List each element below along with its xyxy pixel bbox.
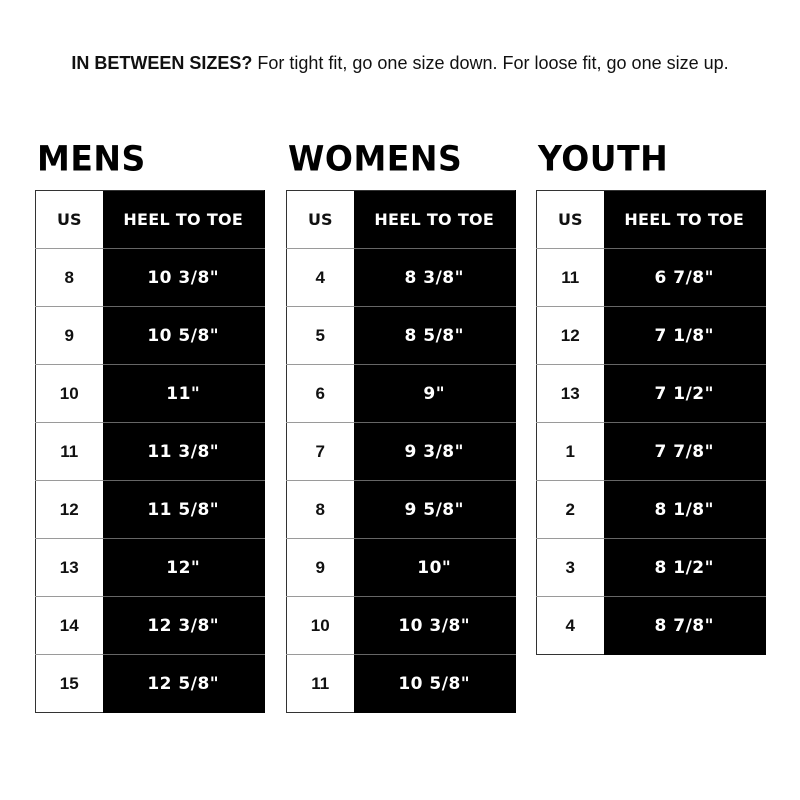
mens-size-table bbox=[35, 190, 265, 713]
us-size-cell: 8 bbox=[287, 481, 354, 539]
table-row bbox=[537, 307, 766, 365]
table-row bbox=[36, 481, 265, 539]
table-header-row bbox=[287, 191, 516, 249]
heel-to-toe-cell: 8 3/8" bbox=[354, 249, 516, 307]
us-size-cell: 9 bbox=[287, 539, 354, 597]
heel-to-toe-cell: 7 7/8" bbox=[604, 423, 766, 481]
table-row bbox=[287, 249, 516, 307]
table-row bbox=[537, 423, 766, 481]
us-size-cell: 12 bbox=[537, 307, 604, 365]
table-row bbox=[287, 597, 516, 655]
us-size-cell: 11 bbox=[287, 655, 354, 713]
us-size-cell: 6 bbox=[287, 365, 354, 423]
heel-to-toe-cell: 10 5/8" bbox=[103, 307, 265, 365]
heel-to-toe-cell: 9 3/8" bbox=[354, 423, 516, 481]
heel-to-toe-cell: 10 3/8" bbox=[354, 597, 516, 655]
heel-to-toe-cell: 12 3/8" bbox=[103, 597, 265, 655]
heel-to-toe-cell: 9 5/8" bbox=[354, 481, 516, 539]
us-size-cell: 10 bbox=[36, 365, 103, 423]
us-size-cell: 13 bbox=[537, 365, 604, 423]
heel-to-toe-cell: 10 5/8" bbox=[354, 655, 516, 713]
womens-size-table bbox=[286, 190, 516, 713]
us-size-cell: 4 bbox=[287, 249, 354, 307]
heel-to-toe-column-header: HEEL TO TOE bbox=[354, 191, 516, 249]
womens-size-chart bbox=[286, 136, 516, 694]
table-row bbox=[36, 307, 265, 365]
us-size-cell: 8 bbox=[36, 249, 103, 307]
us-size-cell: 4 bbox=[537, 597, 604, 655]
heel-to-toe-cell: 7 1/2" bbox=[604, 365, 766, 423]
heel-to-toe-cell: 7 1/8" bbox=[604, 307, 766, 365]
table-row bbox=[287, 481, 516, 539]
heel-to-toe-cell: 12 5/8" bbox=[103, 655, 265, 713]
table-row bbox=[537, 597, 766, 655]
table-row bbox=[36, 655, 265, 713]
table-row bbox=[36, 539, 265, 597]
sizing-note bbox=[0, 51, 800, 75]
us-size-cell: 14 bbox=[36, 597, 103, 655]
table-row bbox=[36, 597, 265, 655]
us-size-cell: 7 bbox=[287, 423, 354, 481]
youth-size-table bbox=[536, 190, 766, 655]
table-row bbox=[36, 365, 265, 423]
us-column-header: US bbox=[537, 191, 604, 249]
table-row bbox=[537, 365, 766, 423]
heel-to-toe-cell: 11" bbox=[103, 365, 265, 423]
us-size-cell: 1 bbox=[537, 423, 604, 481]
table-row bbox=[537, 249, 766, 307]
youth-size-chart bbox=[536, 136, 766, 636]
heel-to-toe-column-header: HEEL TO TOE bbox=[604, 191, 766, 249]
us-size-cell: 2 bbox=[537, 481, 604, 539]
heel-to-toe-cell: 10" bbox=[354, 539, 516, 597]
youth-title: YOUTH bbox=[538, 138, 669, 179]
table-header-row bbox=[36, 191, 265, 249]
heel-to-toe-cell: 12" bbox=[103, 539, 265, 597]
us-column-header: US bbox=[287, 191, 354, 249]
table-row bbox=[537, 539, 766, 597]
table-row bbox=[287, 539, 516, 597]
us-size-cell: 11 bbox=[36, 423, 103, 481]
table-row bbox=[36, 423, 265, 481]
heel-to-toe-cell: 8 7/8" bbox=[604, 597, 766, 655]
heel-to-toe-cell: 11 5/8" bbox=[103, 481, 265, 539]
mens-size-chart bbox=[35, 136, 265, 694]
table-row bbox=[287, 365, 516, 423]
table-row bbox=[36, 249, 265, 307]
sizing-note-text: For tight fit, go one size down. For loose fit, go one size up. bbox=[252, 53, 729, 73]
heel-to-toe-cell: 6 7/8" bbox=[604, 249, 766, 307]
us-size-cell: 5 bbox=[287, 307, 354, 365]
us-column-header: US bbox=[36, 191, 103, 249]
womens-title: WOMENS bbox=[288, 138, 463, 179]
table-row bbox=[287, 307, 516, 365]
us-size-cell: 13 bbox=[36, 539, 103, 597]
table-row bbox=[287, 655, 516, 713]
us-size-cell: 3 bbox=[537, 539, 604, 597]
heel-to-toe-cell: 8 5/8" bbox=[354, 307, 516, 365]
sizing-note-heading: IN BETWEEN SIZES? bbox=[71, 53, 253, 73]
table-row bbox=[537, 481, 766, 539]
heel-to-toe-cell: 9" bbox=[354, 365, 516, 423]
us-size-cell: 10 bbox=[287, 597, 354, 655]
us-size-cell: 12 bbox=[36, 481, 103, 539]
heel-to-toe-cell: 8 1/2" bbox=[604, 539, 766, 597]
heel-to-toe-column-header: HEEL TO TOE bbox=[103, 191, 265, 249]
mens-title: MENS bbox=[37, 138, 146, 179]
heel-to-toe-cell: 8 1/8" bbox=[604, 481, 766, 539]
table-header-row bbox=[537, 191, 766, 249]
us-size-cell: 9 bbox=[36, 307, 103, 365]
us-size-cell: 15 bbox=[36, 655, 103, 713]
us-size-cell: 11 bbox=[537, 249, 604, 307]
heel-to-toe-cell: 11 3/8" bbox=[103, 423, 265, 481]
heel-to-toe-cell: 10 3/8" bbox=[103, 249, 265, 307]
table-row bbox=[287, 423, 516, 481]
